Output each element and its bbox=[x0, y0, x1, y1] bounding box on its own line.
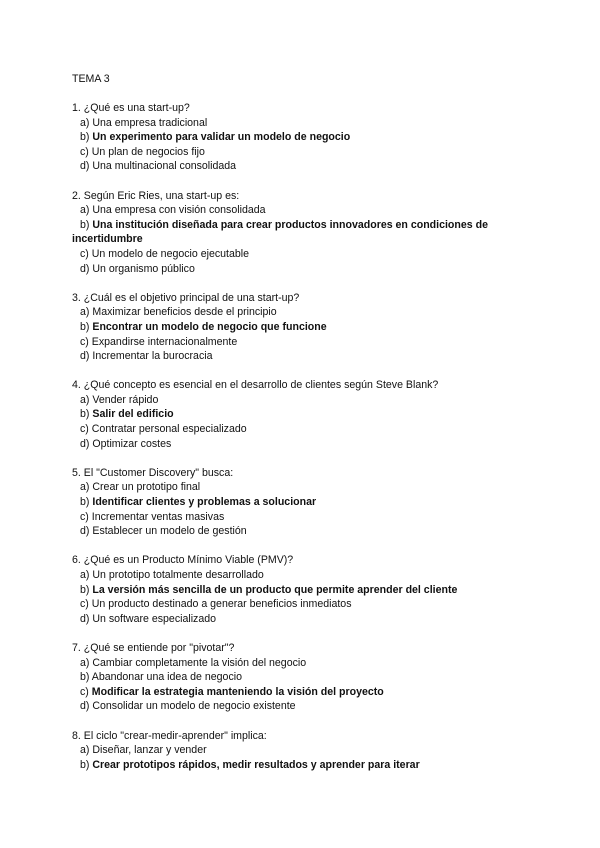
option-letter: d) bbox=[80, 262, 90, 275]
answer-option-a bbox=[72, 203, 532, 218]
answer-option-b-correct bbox=[72, 130, 532, 145]
answer-option-a bbox=[72, 305, 532, 320]
option-text: Abandonar una idea de negocio bbox=[91, 671, 242, 684]
option-text: Modificar la estrategia manteniendo la visión del proyecto bbox=[91, 685, 384, 698]
option-text: Vender rápido bbox=[92, 393, 159, 406]
option-letter: a) bbox=[80, 116, 90, 129]
answer-option-a bbox=[72, 568, 532, 583]
option-text: Contratar personal especializado bbox=[91, 423, 247, 436]
answer-option-c bbox=[72, 247, 532, 262]
question-2 bbox=[72, 189, 532, 277]
option-letter: c) bbox=[80, 335, 89, 348]
option-text: Identificar clientes y problemas a solucionar bbox=[92, 496, 317, 509]
option-letter: d) bbox=[80, 437, 90, 450]
answer-option-c-correct bbox=[72, 685, 532, 700]
option-text: Un producto destinado a generar beneficios inmediatos bbox=[91, 598, 352, 611]
option-text: Diseñar, lanzar y vender bbox=[92, 744, 207, 757]
answer-option-d bbox=[72, 262, 532, 277]
question-5 bbox=[72, 466, 532, 539]
option-text: Un organismo público bbox=[92, 262, 195, 275]
option-text: Un modelo de negocio ejecutable bbox=[91, 247, 250, 260]
option-text: Incrementar la burocracia bbox=[92, 350, 213, 363]
option-letter: d) bbox=[80, 350, 90, 363]
option-letter: c) bbox=[80, 598, 89, 611]
question-stem: 5. El "Customer Discovery" busca: bbox=[72, 466, 234, 479]
option-letter: b) bbox=[80, 583, 90, 596]
answer-option-a bbox=[72, 743, 532, 758]
question-6 bbox=[72, 553, 532, 626]
option-text: Un software especializado bbox=[92, 612, 217, 625]
answer-option-d bbox=[72, 524, 532, 539]
answer-option-b-correct bbox=[72, 583, 532, 598]
option-letter: b) bbox=[80, 131, 90, 144]
question-4 bbox=[72, 378, 532, 451]
option-letter: b) bbox=[80, 758, 90, 771]
option-text: Crear prototipos rápidos, medir resultados y aprender para iterar bbox=[92, 758, 420, 771]
question-8 bbox=[72, 729, 532, 773]
answer-option-c bbox=[72, 335, 532, 350]
question-stem: 8. El ciclo "crear-medir-aprender" implica: bbox=[72, 729, 267, 742]
option-text: Una institución diseñada para crear productos innovadores en condiciones de incertidumbre bbox=[72, 218, 488, 246]
question-stem: 2. Según Eric Ries, una start-up es: bbox=[72, 189, 240, 202]
option-text: Cambiar completamente la visión del negocio bbox=[92, 656, 307, 669]
question-stem: 4. ¿Qué concepto es esencial en el desarrollo de clientes según Steve Blank? bbox=[72, 379, 439, 392]
answer-option-d bbox=[72, 159, 532, 174]
option-letter: a) bbox=[80, 569, 90, 581]
option-text: Una empresa con visión consolidada bbox=[92, 204, 266, 217]
option-text: Expandirse internacionalmente bbox=[91, 335, 238, 348]
question-3 bbox=[72, 291, 532, 364]
option-text: Crear un prototipo final bbox=[92, 481, 201, 494]
option-letter: a) bbox=[80, 481, 90, 494]
answer-option-d bbox=[72, 437, 532, 452]
option-letter: d) bbox=[80, 160, 90, 173]
answer-option-d bbox=[72, 699, 532, 714]
answer-option-b-correct bbox=[72, 758, 532, 773]
answer-option-a bbox=[72, 656, 532, 671]
page-heading: TEMA 3 bbox=[72, 73, 110, 85]
option-letter: b) bbox=[80, 671, 90, 684]
option-text: Una empresa tradicional bbox=[92, 116, 208, 129]
option-letter: b) bbox=[80, 320, 90, 333]
answer-option-a bbox=[72, 393, 532, 408]
option-text: Un plan de negocios fijo bbox=[91, 145, 205, 158]
answer-option-a bbox=[72, 116, 532, 131]
option-text: Establecer un modelo de gestión bbox=[92, 525, 247, 538]
question-stem: 1. ¿Qué es una start-up? bbox=[72, 102, 190, 114]
question-stem: 7. ¿Qué se entiende por "pivotar"? bbox=[72, 641, 235, 654]
answer-option-c bbox=[72, 510, 532, 525]
option-text: Un experimento para validar un modelo de negocio bbox=[92, 131, 351, 144]
option-letter: a) bbox=[80, 204, 90, 217]
answer-option-b-correct bbox=[72, 320, 532, 335]
answer-option-b-correct bbox=[72, 218, 532, 247]
question-list bbox=[72, 101, 532, 787]
option-letter: d) bbox=[80, 612, 90, 625]
option-letter: a) bbox=[80, 306, 90, 319]
option-text: Una multinacional consolidada bbox=[92, 160, 237, 173]
option-text: Consolidar un modelo de negocio existente bbox=[92, 700, 296, 713]
option-text: Incrementar ventas masivas bbox=[91, 510, 225, 523]
option-letter: d) bbox=[80, 525, 90, 538]
option-letter: d) bbox=[80, 700, 90, 713]
option-letter: a) bbox=[80, 393, 90, 406]
answer-option-c bbox=[72, 422, 532, 437]
option-text: Salir del edificio bbox=[92, 408, 174, 421]
option-text: Encontrar un modelo de negocio que funcione bbox=[92, 320, 327, 333]
question-7 bbox=[72, 641, 532, 714]
option-text: Maximizar beneficios desde el principio bbox=[92, 306, 277, 319]
option-letter: c) bbox=[80, 145, 89, 158]
option-letter: a) bbox=[80, 744, 90, 757]
question-1 bbox=[72, 101, 532, 174]
option-letter: c) bbox=[80, 423, 89, 436]
option-letter: c) bbox=[80, 247, 89, 260]
option-letter: b) bbox=[80, 218, 90, 231]
answer-option-b-correct bbox=[72, 495, 532, 510]
answer-option-b-correct bbox=[72, 407, 532, 422]
option-letter: b) bbox=[80, 408, 90, 421]
option-letter: c) bbox=[80, 685, 89, 698]
answer-option-b bbox=[72, 670, 532, 685]
answer-option-c bbox=[72, 597, 532, 612]
option-letter: c) bbox=[80, 510, 89, 523]
option-letter: a) bbox=[80, 656, 90, 669]
option-text: Un prototipo totalmente desarrollado bbox=[92, 569, 264, 581]
answer-option-d bbox=[72, 612, 532, 627]
answer-option-a bbox=[72, 480, 532, 495]
answer-option-d bbox=[72, 349, 532, 364]
question-stem: 3. ¿Cuál es el objetivo principal de una start-up? bbox=[72, 291, 300, 304]
answer-option-c bbox=[72, 145, 532, 160]
question-stem: 6. ¿Qué es un Producto Mínimo Viable (PMV)? bbox=[72, 554, 294, 567]
option-letter: b) bbox=[80, 496, 90, 509]
option-text: La versión más sencilla de un producto que permite aprender del cliente bbox=[92, 583, 458, 596]
option-text: Optimizar costes bbox=[92, 437, 172, 450]
